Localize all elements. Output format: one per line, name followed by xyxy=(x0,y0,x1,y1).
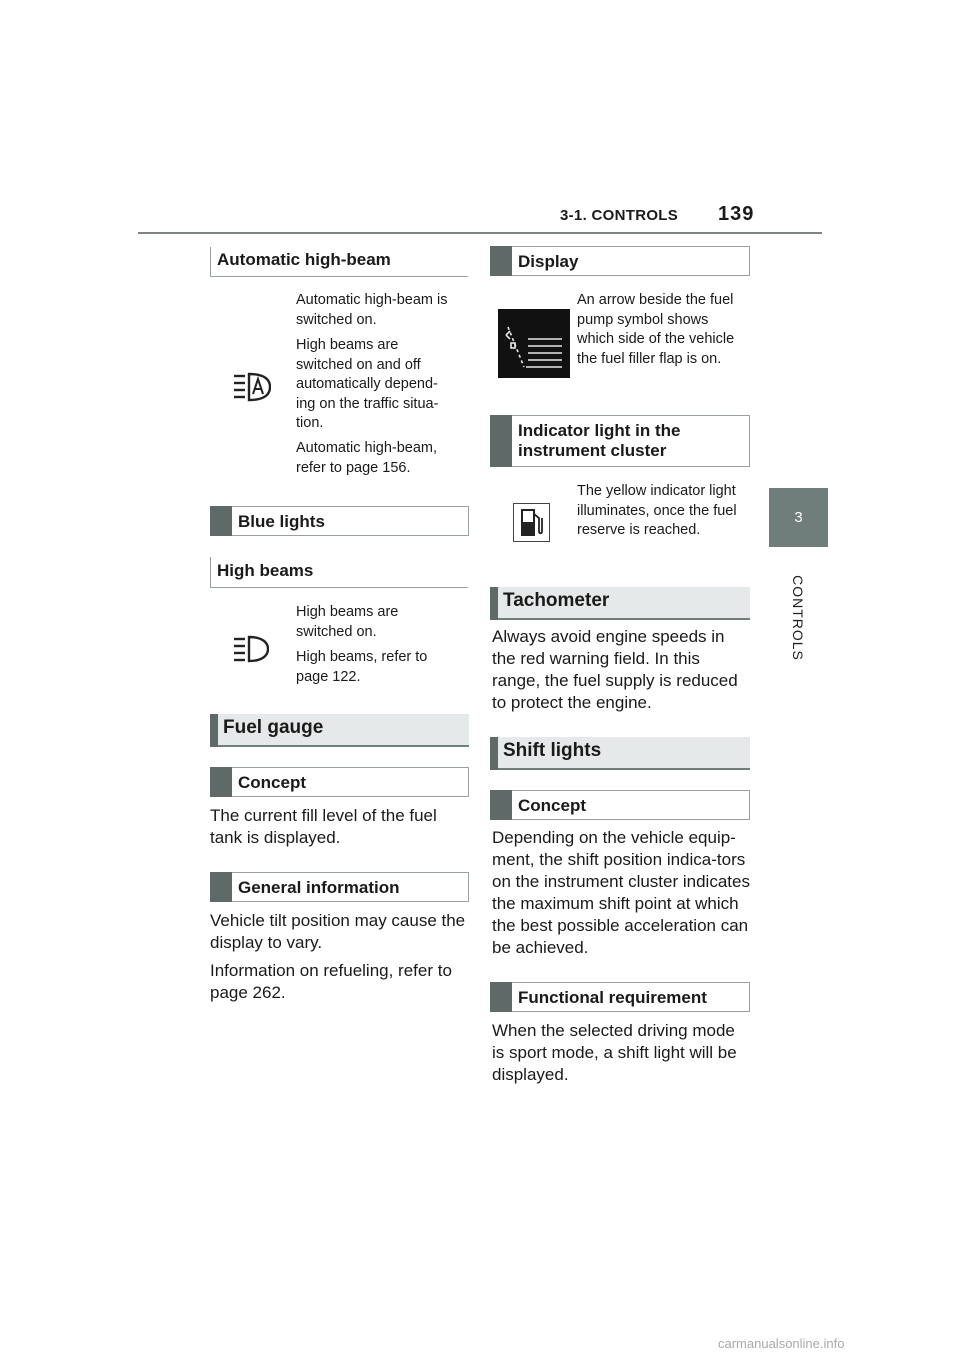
fuel-pump-icon xyxy=(513,503,550,542)
chapter-number: 3 xyxy=(794,509,803,526)
heading-text: Display xyxy=(518,252,579,271)
heading-shift-lights xyxy=(490,737,750,770)
heading-blue-lights xyxy=(210,506,469,536)
chapter-tab xyxy=(769,488,828,547)
general-info-text-2: Information on refueling, refer to page 262. xyxy=(210,961,452,1002)
heading-text: Indicator light in the instrument cluster xyxy=(518,421,681,460)
heading-text: Concept xyxy=(238,773,306,792)
heading-text: Concept xyxy=(518,796,586,815)
watermark: carmanualsonline.info xyxy=(718,1336,845,1351)
heading-bar xyxy=(490,587,498,620)
heading-text: Functional requirement xyxy=(518,988,707,1007)
heading-bar xyxy=(490,737,498,770)
heading-text: Tachometer xyxy=(503,590,610,611)
heading-bar xyxy=(490,982,512,1012)
heading-underline xyxy=(210,587,468,588)
heading-marker xyxy=(210,557,211,587)
heading-bar xyxy=(210,714,218,747)
high-beam-icon xyxy=(233,634,269,664)
tachometer-text: Always avoid engine speeds in the red warning field. In this range, the fuel supply is reduced to protect the engine. xyxy=(492,627,738,712)
heading-concept-shift xyxy=(490,790,750,820)
heading-bar xyxy=(490,415,512,467)
heading-text: General information xyxy=(238,878,400,897)
indicator-text: The yellow indicator light illuminates, once the fuel reserve is reached. xyxy=(577,483,737,538)
heading-functional-requirement xyxy=(490,982,750,1012)
heading-display xyxy=(490,246,750,276)
page-number: 139 xyxy=(718,203,755,225)
heading-text: Blue lights xyxy=(238,512,325,531)
heading-text: Fuel gauge xyxy=(223,717,324,738)
auto-high-beam-text-1: Automatic high-beam is switched on. xyxy=(296,292,448,328)
heading-text: Shift lights xyxy=(503,740,602,761)
heading-bar xyxy=(210,506,232,536)
section-title: 3-1. CONTROLS xyxy=(560,207,679,224)
header-divider xyxy=(138,232,822,234)
auto-high-beam-text-3: Automatic high-beam, refer to page 156. xyxy=(296,440,438,476)
auto-high-beam-text-2: High beams are switched on and off automatically depend-ing on the traffic situa-tion. xyxy=(296,337,439,431)
heading-marker xyxy=(210,247,211,276)
chapter-label: CONTROLS xyxy=(790,575,806,661)
fuel-display-icon xyxy=(498,309,570,378)
general-info-text-1: Vehicle tilt position may cause the display to vary. xyxy=(210,911,466,952)
functional-requirement-text: When the selected driving mode is sport mode, a shift light will be displayed. xyxy=(492,1021,737,1084)
heading-bar xyxy=(490,790,512,820)
heading-fuel-gauge xyxy=(210,714,469,747)
heading-bar xyxy=(490,246,512,276)
high-beams-text-1: High beams are switched on. xyxy=(296,604,399,640)
heading-tachometer xyxy=(490,587,750,620)
fuel-concept-text: The current fill level of the fuel tank is displayed. xyxy=(210,806,437,847)
high-beams-text-2: High beams, refer to page 122. xyxy=(296,649,428,685)
heading-bar xyxy=(210,872,232,902)
shift-concept-text: Depending on the vehicle equip-ment, the shift position indica-tors on the instrument cluster indicates the maximum shift point at which the best possible acceleration can be achieved. xyxy=(492,828,750,957)
heading-general-information xyxy=(210,872,469,902)
heading-underline xyxy=(210,276,468,277)
heading-high-beams: High beams xyxy=(217,561,314,580)
display-text: An arrow beside the fuel pump symbol shows which side of the vehicle the fuel filler flap is on. xyxy=(577,292,735,367)
heading-bar xyxy=(210,767,232,797)
heading-indicator-light xyxy=(490,415,750,467)
heading-automatic-high-beam: Automatic high-beam xyxy=(217,250,391,269)
auto-high-beam-icon xyxy=(233,372,271,402)
heading-concept-fuel xyxy=(210,767,469,797)
